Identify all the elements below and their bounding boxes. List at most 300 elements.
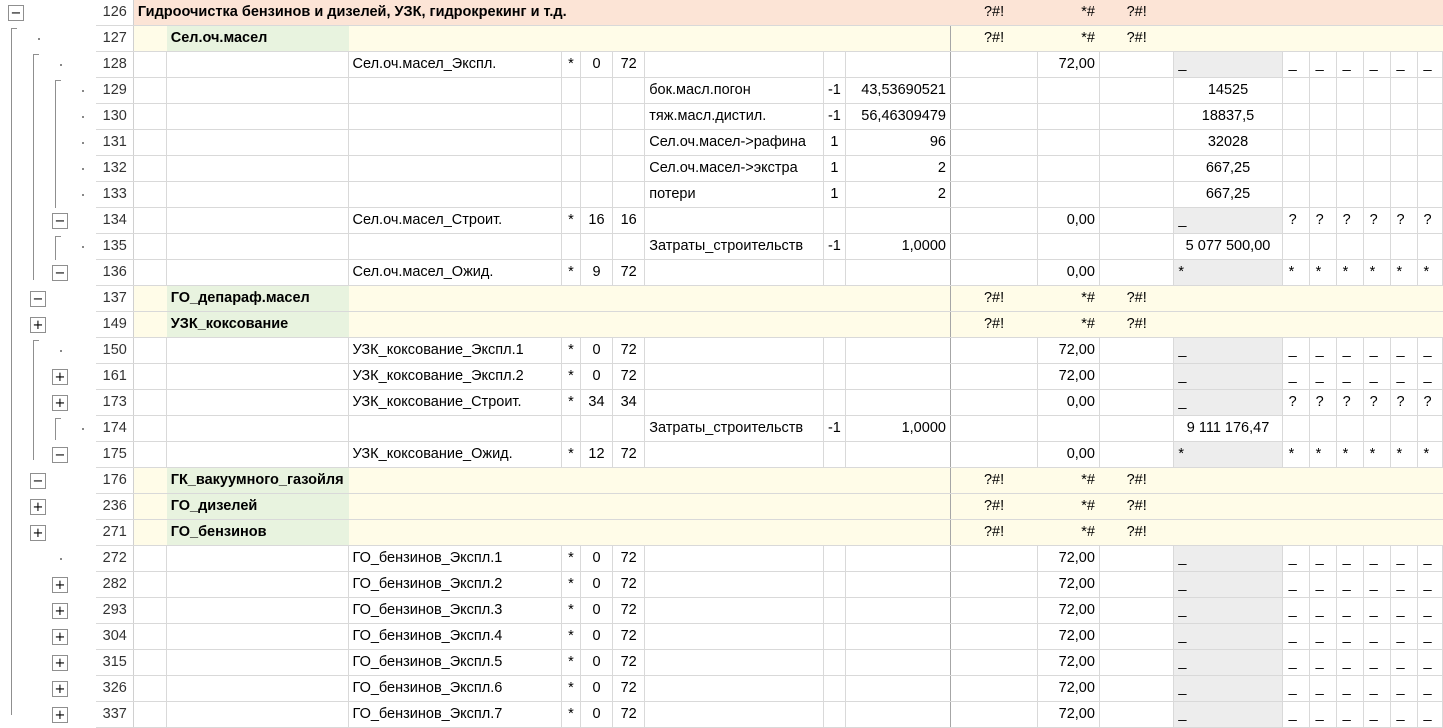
period-cell[interactable] bbox=[1417, 234, 1443, 260]
period-cell[interactable]: ? bbox=[1336, 208, 1363, 234]
coef-cell[interactable] bbox=[845, 546, 950, 572]
duration-cell[interactable]: 34 bbox=[613, 390, 645, 416]
item-name-cell[interactable]: ГО_бензинов_Экспл.7 bbox=[348, 702, 562, 728]
start-cell[interactable] bbox=[580, 104, 612, 130]
period-cell[interactable]: _ bbox=[1282, 572, 1309, 598]
start-cell[interactable] bbox=[580, 286, 612, 312]
period-cell[interactable] bbox=[1309, 286, 1336, 312]
cell-a[interactable] bbox=[133, 286, 166, 312]
collapse-group-button[interactable]: − bbox=[52, 213, 68, 229]
coef-cell[interactable] bbox=[845, 26, 950, 52]
duration-cell[interactable]: 72 bbox=[613, 624, 645, 650]
start-cell[interactable] bbox=[580, 468, 612, 494]
start-cell[interactable] bbox=[580, 78, 612, 104]
start-cell[interactable]: 9 bbox=[580, 260, 612, 286]
period-cell[interactable] bbox=[1363, 130, 1390, 156]
resource-cell[interactable] bbox=[645, 364, 824, 390]
resource-cell[interactable] bbox=[645, 52, 824, 78]
period-cell[interactable]: _ bbox=[1417, 338, 1443, 364]
result-cell[interactable]: _ bbox=[1174, 676, 1282, 702]
err2-cell[interactable]: ?#! bbox=[1099, 26, 1173, 52]
err-cell[interactable] bbox=[950, 338, 1037, 364]
period-cell[interactable] bbox=[1336, 416, 1363, 442]
cell-a[interactable] bbox=[133, 546, 166, 572]
result-cell[interactable]: _ bbox=[1174, 364, 1282, 390]
item-name-cell[interactable] bbox=[348, 416, 562, 442]
duration-cell[interactable] bbox=[613, 130, 645, 156]
flag-cell[interactable] bbox=[562, 104, 581, 130]
group-name-cell[interactable] bbox=[166, 156, 348, 182]
sign-cell[interactable] bbox=[823, 442, 845, 468]
group-name-cell[interactable] bbox=[166, 416, 348, 442]
flag-cell[interactable] bbox=[562, 78, 581, 104]
start-cell[interactable]: 0 bbox=[580, 702, 612, 728]
expand-group-button[interactable]: + bbox=[52, 629, 68, 645]
period-cell[interactable]: _ bbox=[1417, 702, 1443, 728]
item-name-cell[interactable] bbox=[348, 130, 562, 156]
period-cell[interactable] bbox=[1417, 468, 1443, 494]
start-cell[interactable]: 16 bbox=[580, 208, 612, 234]
start-cell[interactable]: 12 bbox=[580, 442, 612, 468]
cell-a[interactable] bbox=[133, 234, 166, 260]
period-cell[interactable]: _ bbox=[1363, 572, 1390, 598]
err2-cell[interactable] bbox=[1099, 598, 1173, 624]
period-cell[interactable]: ? bbox=[1309, 208, 1336, 234]
result-cell[interactable]: 667,25 bbox=[1174, 182, 1282, 208]
duration-cell[interactable]: 72 bbox=[613, 598, 645, 624]
cell-a[interactable] bbox=[133, 520, 166, 546]
err2-cell[interactable] bbox=[1099, 156, 1173, 182]
period-cell[interactable]: _ bbox=[1282, 702, 1309, 728]
result-cell[interactable]: _ bbox=[1174, 650, 1282, 676]
item-name-cell[interactable]: УЗК_коксование_Экспл.1 bbox=[348, 338, 562, 364]
cell-a[interactable] bbox=[133, 26, 166, 52]
sign-cell[interactable] bbox=[823, 364, 845, 390]
row-number[interactable]: 293 bbox=[96, 598, 133, 624]
duration-cell[interactable] bbox=[613, 494, 645, 520]
period-cell[interactable] bbox=[1390, 182, 1417, 208]
period-cell[interactable]: _ bbox=[1363, 702, 1390, 728]
start-cell[interactable] bbox=[580, 312, 612, 338]
period-cell[interactable] bbox=[1336, 234, 1363, 260]
sign-cell[interactable] bbox=[823, 598, 845, 624]
row-number[interactable]: 150 bbox=[96, 338, 133, 364]
value-cell[interactable]: *# bbox=[1038, 312, 1100, 338]
row-number[interactable]: 127 bbox=[96, 26, 133, 52]
period-cell[interactable]: _ bbox=[1363, 598, 1390, 624]
result-cell[interactable] bbox=[1174, 312, 1282, 338]
period-cell[interactable] bbox=[1363, 286, 1390, 312]
flag-cell[interactable]: * bbox=[562, 676, 581, 702]
row-number[interactable]: 134 bbox=[96, 208, 133, 234]
flag-cell[interactable]: * bbox=[562, 624, 581, 650]
period-cell[interactable]: ? bbox=[1282, 208, 1309, 234]
result-cell[interactable]: * bbox=[1174, 442, 1282, 468]
collapse-group-button[interactable]: − bbox=[52, 447, 68, 463]
value-cell[interactable]: 72,00 bbox=[1038, 624, 1100, 650]
duration-cell[interactable] bbox=[613, 234, 645, 260]
period-cell[interactable] bbox=[1390, 234, 1417, 260]
period-cell[interactable] bbox=[1336, 130, 1363, 156]
err-cell[interactable] bbox=[950, 598, 1037, 624]
sign-cell[interactable] bbox=[823, 208, 845, 234]
value-cell[interactable]: 0,00 bbox=[1038, 260, 1100, 286]
result-cell[interactable] bbox=[1174, 494, 1282, 520]
row-number[interactable]: 136 bbox=[96, 260, 133, 286]
start-cell[interactable]: 0 bbox=[580, 572, 612, 598]
err-cell[interactable]: ?#! bbox=[950, 520, 1037, 546]
value-cell[interactable] bbox=[1038, 416, 1100, 442]
period-cell[interactable]: * bbox=[1282, 442, 1309, 468]
period-cell[interactable]: _ bbox=[1282, 364, 1309, 390]
sign-cell[interactable] bbox=[823, 650, 845, 676]
duration-cell[interactable]: 72 bbox=[613, 338, 645, 364]
period-cell[interactable] bbox=[1282, 104, 1309, 130]
err2-cell[interactable] bbox=[1099, 78, 1173, 104]
period-cell[interactable]: _ bbox=[1336, 650, 1363, 676]
err2-cell[interactable] bbox=[1099, 676, 1173, 702]
cell-a[interactable] bbox=[133, 390, 166, 416]
item-name-cell[interactable] bbox=[348, 312, 562, 338]
period-cell[interactable]: _ bbox=[1390, 624, 1417, 650]
period-cell[interactable]: _ bbox=[1417, 650, 1443, 676]
cell-a[interactable] bbox=[133, 598, 166, 624]
result-cell[interactable]: 14525 bbox=[1174, 78, 1282, 104]
group-name-cell[interactable]: ГО_депараф.масел bbox=[166, 286, 348, 312]
period-cell[interactable]: _ bbox=[1417, 52, 1443, 78]
collapse-group-button[interactable]: − bbox=[8, 5, 24, 21]
flag-cell[interactable] bbox=[562, 182, 581, 208]
period-cell[interactable]: _ bbox=[1417, 676, 1443, 702]
duration-cell[interactable] bbox=[613, 156, 645, 182]
err2-cell[interactable]: ?#! bbox=[1099, 0, 1173, 26]
resource-cell[interactable] bbox=[645, 312, 824, 338]
group-name-cell[interactable] bbox=[166, 104, 348, 130]
err2-cell[interactable]: ?#! bbox=[1099, 494, 1173, 520]
coef-cell[interactable]: 1,0000 bbox=[845, 416, 950, 442]
start-cell[interactable] bbox=[580, 520, 612, 546]
err2-cell[interactable]: ?#! bbox=[1099, 286, 1173, 312]
value-cell[interactable]: 0,00 bbox=[1038, 390, 1100, 416]
period-cell[interactable] bbox=[1282, 78, 1309, 104]
period-cell[interactable]: _ bbox=[1363, 364, 1390, 390]
period-cell[interactable] bbox=[1390, 416, 1417, 442]
coef-cell[interactable] bbox=[845, 598, 950, 624]
group-title-cell[interactable]: Гидроочистка бензинов и дизелей, УЗК, гидрокрекинг и т.д. bbox=[133, 0, 950, 26]
period-cell[interactable]: _ bbox=[1336, 546, 1363, 572]
period-cell[interactable] bbox=[1417, 520, 1443, 546]
period-cell[interactable]: _ bbox=[1282, 338, 1309, 364]
period-cell[interactable] bbox=[1363, 312, 1390, 338]
period-cell[interactable] bbox=[1282, 494, 1309, 520]
resource-cell[interactable]: тяж.масл.дистил. bbox=[645, 104, 824, 130]
item-name-cell[interactable] bbox=[348, 156, 562, 182]
err2-cell[interactable] bbox=[1099, 572, 1173, 598]
cell-a[interactable] bbox=[133, 104, 166, 130]
value-cell[interactable]: 0,00 bbox=[1038, 208, 1100, 234]
result-cell[interactable]: 667,25 bbox=[1174, 156, 1282, 182]
start-cell[interactable]: 0 bbox=[580, 338, 612, 364]
err-cell[interactable] bbox=[950, 260, 1037, 286]
coef-cell[interactable] bbox=[845, 624, 950, 650]
expand-group-button[interactable]: + bbox=[52, 655, 68, 671]
period-cell[interactable]: _ bbox=[1417, 624, 1443, 650]
value-cell[interactable]: *# bbox=[1038, 468, 1100, 494]
period-cell[interactable]: _ bbox=[1390, 338, 1417, 364]
period-cell[interactable] bbox=[1309, 104, 1336, 130]
resource-cell[interactable] bbox=[645, 572, 824, 598]
period-cell[interactable]: * bbox=[1309, 260, 1336, 286]
period-cell[interactable] bbox=[1309, 78, 1336, 104]
period-cell[interactable] bbox=[1363, 104, 1390, 130]
coef-cell[interactable]: 2 bbox=[845, 156, 950, 182]
err2-cell[interactable] bbox=[1099, 338, 1173, 364]
period-cell[interactable]: * bbox=[1336, 260, 1363, 286]
item-name-cell[interactable] bbox=[348, 26, 562, 52]
period-cell[interactable] bbox=[1363, 26, 1390, 52]
item-name-cell[interactable]: ГО_бензинов_Экспл.4 bbox=[348, 624, 562, 650]
sign-cell[interactable]: -1 bbox=[823, 234, 845, 260]
err2-cell[interactable] bbox=[1099, 546, 1173, 572]
period-cell[interactable]: _ bbox=[1309, 364, 1336, 390]
err-cell[interactable]: ?#! bbox=[950, 286, 1037, 312]
item-name-cell[interactable]: ГО_бензинов_Экспл.3 bbox=[348, 598, 562, 624]
cell-a[interactable] bbox=[133, 650, 166, 676]
coef-cell[interactable] bbox=[845, 442, 950, 468]
err-cell[interactable]: ?#! bbox=[950, 0, 1037, 26]
row-number[interactable]: 149 bbox=[96, 312, 133, 338]
group-name-cell[interactable]: Сел.оч.масел bbox=[166, 26, 348, 52]
err-cell[interactable] bbox=[950, 234, 1037, 260]
period-cell[interactable]: ? bbox=[1363, 390, 1390, 416]
item-name-cell[interactable] bbox=[348, 494, 562, 520]
flag-cell[interactable]: * bbox=[562, 338, 581, 364]
period-cell[interactable]: _ bbox=[1336, 598, 1363, 624]
err-cell[interactable] bbox=[950, 104, 1037, 130]
item-name-cell[interactable]: ГО_бензинов_Экспл.5 bbox=[348, 650, 562, 676]
result-cell[interactable]: 18837,5 bbox=[1174, 104, 1282, 130]
item-name-cell[interactable]: ГО_бензинов_Экспл.2 bbox=[348, 572, 562, 598]
flag-cell[interactable] bbox=[562, 312, 581, 338]
row-number[interactable]: 126 bbox=[96, 0, 133, 26]
value-cell[interactable]: *# bbox=[1038, 26, 1100, 52]
period-cell[interactable] bbox=[1309, 182, 1336, 208]
period-cell[interactable] bbox=[1282, 182, 1309, 208]
period-cell[interactable] bbox=[1336, 520, 1363, 546]
period-cell[interactable] bbox=[1336, 0, 1363, 26]
resource-cell[interactable] bbox=[645, 442, 824, 468]
cell-a[interactable] bbox=[133, 676, 166, 702]
err2-cell[interactable]: ?#! bbox=[1099, 312, 1173, 338]
start-cell[interactable] bbox=[580, 182, 612, 208]
duration-cell[interactable]: 72 bbox=[613, 650, 645, 676]
period-cell[interactable]: * bbox=[1417, 260, 1443, 286]
sign-cell[interactable] bbox=[823, 624, 845, 650]
period-cell[interactable] bbox=[1309, 156, 1336, 182]
cell-a[interactable] bbox=[133, 182, 166, 208]
period-cell[interactable] bbox=[1363, 468, 1390, 494]
flag-cell[interactable]: * bbox=[562, 260, 581, 286]
row-number[interactable]: 130 bbox=[96, 104, 133, 130]
err2-cell[interactable] bbox=[1099, 364, 1173, 390]
sign-cell[interactable] bbox=[823, 546, 845, 572]
value-cell[interactable]: 72,00 bbox=[1038, 338, 1100, 364]
item-name-cell[interactable]: УЗК_коксование_Строит. bbox=[348, 390, 562, 416]
period-cell[interactable] bbox=[1417, 26, 1443, 52]
group-name-cell[interactable]: ГК_вакуумного_газойля bbox=[166, 468, 348, 494]
duration-cell[interactable]: 72 bbox=[613, 364, 645, 390]
row-number[interactable]: 132 bbox=[96, 156, 133, 182]
start-cell[interactable] bbox=[580, 234, 612, 260]
duration-cell[interactable] bbox=[613, 520, 645, 546]
period-cell[interactable]: * bbox=[1390, 260, 1417, 286]
result-cell[interactable]: _ bbox=[1174, 52, 1282, 78]
period-cell[interactable] bbox=[1336, 156, 1363, 182]
duration-cell[interactable] bbox=[613, 416, 645, 442]
coef-cell[interactable]: 96 bbox=[845, 130, 950, 156]
item-name-cell[interactable]: Сел.оч.масел_Ожид. bbox=[348, 260, 562, 286]
value-cell[interactable]: *# bbox=[1038, 520, 1100, 546]
coef-cell[interactable]: 43,53690521 bbox=[845, 78, 950, 104]
period-cell[interactable] bbox=[1282, 416, 1309, 442]
item-name-cell[interactable] bbox=[348, 468, 562, 494]
period-cell[interactable]: _ bbox=[1282, 52, 1309, 78]
coef-cell[interactable] bbox=[845, 364, 950, 390]
row-number[interactable]: 282 bbox=[96, 572, 133, 598]
row-number[interactable]: 133 bbox=[96, 182, 133, 208]
period-cell[interactable]: _ bbox=[1309, 572, 1336, 598]
err-cell[interactable] bbox=[950, 182, 1037, 208]
flag-cell[interactable]: * bbox=[562, 702, 581, 728]
value-cell[interactable] bbox=[1038, 182, 1100, 208]
err-cell[interactable] bbox=[950, 390, 1037, 416]
result-cell[interactable] bbox=[1174, 0, 1282, 26]
start-cell[interactable]: 34 bbox=[580, 390, 612, 416]
duration-cell[interactable]: 72 bbox=[613, 702, 645, 728]
period-cell[interactable]: * bbox=[1363, 442, 1390, 468]
value-cell[interactable]: 72,00 bbox=[1038, 52, 1100, 78]
period-cell[interactable] bbox=[1390, 104, 1417, 130]
period-cell[interactable] bbox=[1390, 130, 1417, 156]
group-name-cell[interactable] bbox=[166, 52, 348, 78]
coef-cell[interactable] bbox=[845, 286, 950, 312]
period-cell[interactable]: _ bbox=[1282, 624, 1309, 650]
row-number[interactable]: 131 bbox=[96, 130, 133, 156]
period-cell[interactable] bbox=[1309, 130, 1336, 156]
flag-cell[interactable] bbox=[562, 26, 581, 52]
period-cell[interactable]: _ bbox=[1363, 338, 1390, 364]
err2-cell[interactable] bbox=[1099, 182, 1173, 208]
err2-cell[interactable] bbox=[1099, 104, 1173, 130]
resource-cell[interactable] bbox=[645, 546, 824, 572]
period-cell[interactable]: _ bbox=[1390, 598, 1417, 624]
period-cell[interactable] bbox=[1309, 312, 1336, 338]
result-cell[interactable]: 9 111 176,47 bbox=[1174, 416, 1282, 442]
row-number[interactable]: 272 bbox=[96, 546, 133, 572]
err2-cell[interactable] bbox=[1099, 416, 1173, 442]
coef-cell[interactable] bbox=[845, 260, 950, 286]
group-name-cell[interactable] bbox=[166, 598, 348, 624]
period-cell[interactable] bbox=[1390, 26, 1417, 52]
cell-a[interactable] bbox=[133, 208, 166, 234]
flag-cell[interactable]: * bbox=[562, 598, 581, 624]
err-cell[interactable] bbox=[950, 676, 1037, 702]
err-cell[interactable] bbox=[950, 624, 1037, 650]
period-cell[interactable] bbox=[1309, 468, 1336, 494]
group-name-cell[interactable] bbox=[166, 260, 348, 286]
err2-cell[interactable] bbox=[1099, 52, 1173, 78]
value-cell[interactable]: 72,00 bbox=[1038, 572, 1100, 598]
period-cell[interactable] bbox=[1309, 26, 1336, 52]
resource-cell[interactable] bbox=[645, 520, 824, 546]
period-cell[interactable]: _ bbox=[1309, 624, 1336, 650]
expand-group-button[interactable]: + bbox=[52, 707, 68, 723]
period-cell[interactable]: _ bbox=[1363, 676, 1390, 702]
err-cell[interactable] bbox=[950, 156, 1037, 182]
row-number[interactable]: 174 bbox=[96, 416, 133, 442]
period-cell[interactable]: * bbox=[1363, 260, 1390, 286]
cell-a[interactable] bbox=[133, 130, 166, 156]
expand-group-button[interactable]: + bbox=[52, 603, 68, 619]
group-name-cell[interactable]: ГО_дизелей bbox=[166, 494, 348, 520]
value-cell[interactable] bbox=[1038, 156, 1100, 182]
period-cell[interactable] bbox=[1309, 0, 1336, 26]
group-name-cell[interactable] bbox=[166, 390, 348, 416]
period-cell[interactable] bbox=[1336, 468, 1363, 494]
sign-cell[interactable] bbox=[823, 338, 845, 364]
coef-cell[interactable] bbox=[845, 572, 950, 598]
period-cell[interactable] bbox=[1336, 494, 1363, 520]
period-cell[interactable] bbox=[1363, 78, 1390, 104]
row-number[interactable]: 175 bbox=[96, 442, 133, 468]
period-cell[interactable]: ? bbox=[1336, 390, 1363, 416]
result-cell[interactable] bbox=[1174, 520, 1282, 546]
resource-cell[interactable]: Затраты_строительств bbox=[645, 234, 824, 260]
item-name-cell[interactable] bbox=[348, 234, 562, 260]
period-cell[interactable]: _ bbox=[1363, 624, 1390, 650]
row-number[interactable]: 129 bbox=[96, 78, 133, 104]
period-cell[interactable] bbox=[1390, 286, 1417, 312]
period-cell[interactable] bbox=[1363, 520, 1390, 546]
period-cell[interactable]: _ bbox=[1390, 650, 1417, 676]
item-name-cell[interactable]: УЗК_коксование_Ожид. bbox=[348, 442, 562, 468]
row-number[interactable]: 271 bbox=[96, 520, 133, 546]
coef-cell[interactable] bbox=[845, 52, 950, 78]
duration-cell[interactable] bbox=[613, 312, 645, 338]
resource-cell[interactable] bbox=[645, 390, 824, 416]
sign-cell[interactable] bbox=[823, 468, 845, 494]
sign-cell[interactable] bbox=[823, 676, 845, 702]
sign-cell[interactable]: 1 bbox=[823, 130, 845, 156]
item-name-cell[interactable] bbox=[348, 182, 562, 208]
result-cell[interactable]: _ bbox=[1174, 572, 1282, 598]
period-cell[interactable] bbox=[1417, 494, 1443, 520]
resource-cell[interactable] bbox=[645, 624, 824, 650]
group-name-cell[interactable] bbox=[166, 572, 348, 598]
period-cell[interactable]: _ bbox=[1309, 676, 1336, 702]
period-cell[interactable]: _ bbox=[1390, 572, 1417, 598]
duration-cell[interactable]: 72 bbox=[613, 52, 645, 78]
expand-group-button[interactable]: + bbox=[30, 525, 46, 541]
item-name-cell[interactable] bbox=[348, 78, 562, 104]
duration-cell[interactable]: 16 bbox=[613, 208, 645, 234]
start-cell[interactable]: 0 bbox=[580, 364, 612, 390]
resource-cell[interactable]: Сел.оч.масел->экстра bbox=[645, 156, 824, 182]
period-cell[interactable] bbox=[1309, 520, 1336, 546]
period-cell[interactable] bbox=[1336, 182, 1363, 208]
period-cell[interactable] bbox=[1363, 416, 1390, 442]
flag-cell[interactable]: * bbox=[562, 208, 581, 234]
